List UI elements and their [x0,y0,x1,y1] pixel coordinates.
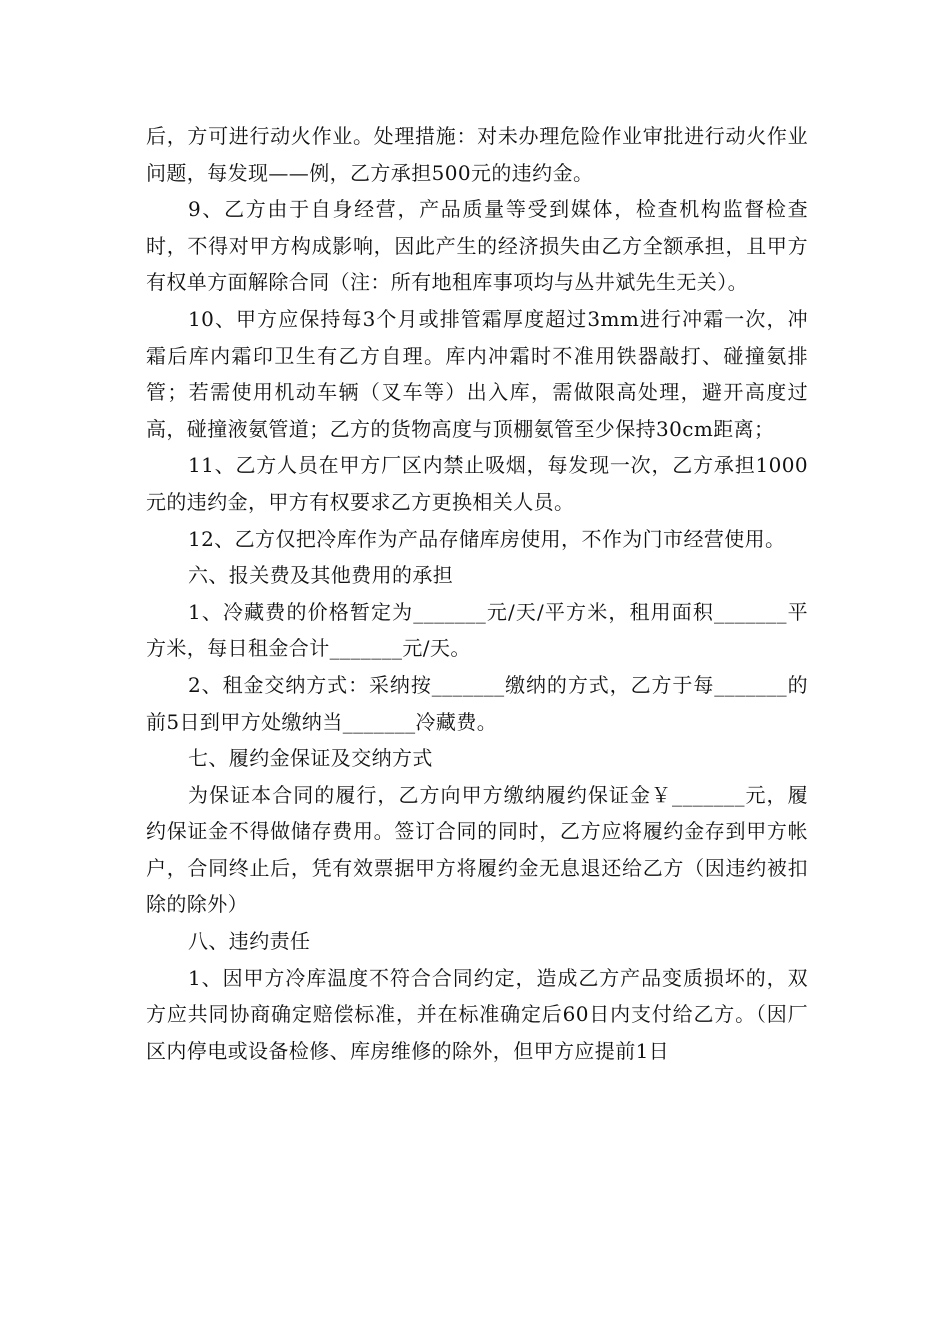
clause-10: 10、甲方应保持每3个月或排管霜厚度超过3mm进行冲霜一次，冲霜后库内霜印卫生有乙方自理。库内冲霜时不准用铁器敲打、碰撞氨排管；若需使用机动车辆（叉车等）出入库，需做限高处理，避开高度过高，碰撞液氨管道；乙方的货物高度与顶棚氨管至少保持30cm距离； [146,306,808,441]
section6-clause-2: 2、租金交纳方式：采纳按_______缴纳的方式，乙方于每_______的前5日到甲方处缴纳当_______冷藏费。 [146,672,808,734]
section-heading-7: 七、履约金保证及交纳方式 [188,746,433,771]
section-heading-6: 六、报关费及其他费用的承担 [188,563,454,588]
section6-clause-1: 1、冷藏费的价格暂定为_______元/天/平方米，租用面积_______平方米，每日租金合计_______元/天。 [146,599,808,661]
document-page [146,118,808,1069]
section7-body: 为保证本合同的履行，乙方向甲方缴纳履约保证金￥_______元，履约保证金不得做储存费用。签订合同的同时，乙方应将履约金存到甲方帐户，合同终止后，凭有效票据甲方将履约金无息退还给乙方（因违约被扣除的除外） [146,782,808,917]
paragraph-continuation: 后，方可进行动火作业。处理措施：对未办理危险作业审批进行动火作业问题，每发现——例，乙方承担500元的违约金。 [146,124,808,185]
clause-9: 9、乙方由于自身经营，产品质量等受到媒体，检查机构监督检查时，不得对甲方构成影响，因此产生的经济损失由乙方全额承担，且甲方有权单方面解除合同（注：所有地租库事项均与丛井斌先生无关）。 [146,197,808,295]
clause-12: 12、乙方仅把冷库作为产品存储库房使用，不作为门市经营使用。 [188,526,786,551]
section8-clause-1: 1、因甲方冷库温度不符合合同约定，造成乙方产品变质损坏的，双方应共同协商确定赔偿标准，并在标准确定后60日内支付给乙方。（因厂区内停电或设备检修、库房维修的除外，但甲方应提前1日 [146,965,808,1063]
clause-11: 11、乙方人员在甲方厂区内禁止吸烟，每发现一次，乙方承担1000元的违约金，甲方有权要求乙方更换相关人员。 [146,453,808,514]
section-heading-8: 八、违约责任 [188,929,311,954]
